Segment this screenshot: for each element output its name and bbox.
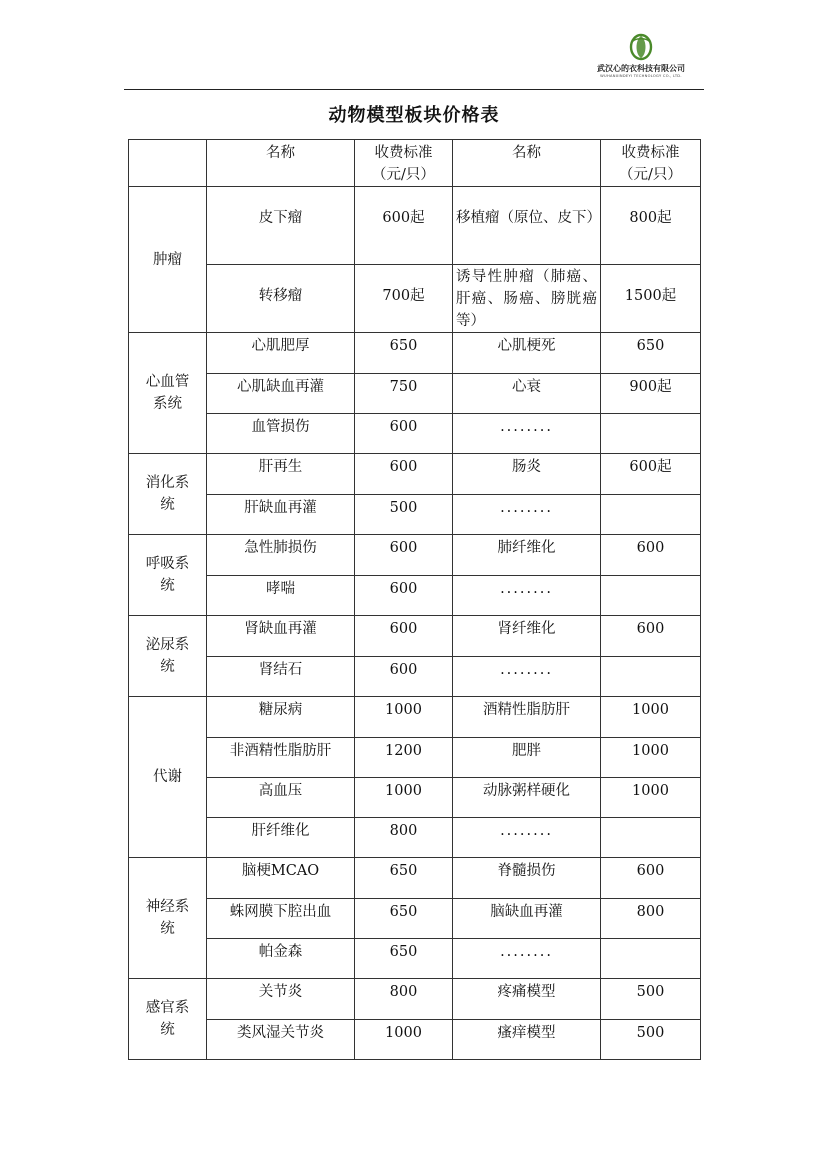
table-row bbox=[129, 979, 701, 1020]
table-row bbox=[129, 187, 701, 265]
model-name-cell: ........ bbox=[453, 939, 601, 979]
table-row bbox=[129, 899, 701, 939]
company-logo bbox=[592, 30, 690, 76]
price-cell: 600 bbox=[601, 616, 701, 657]
price-cell: 900起 bbox=[601, 374, 701, 414]
model-name-cell: 肝纤维化 bbox=[207, 818, 355, 858]
price-table bbox=[128, 139, 701, 1060]
table-row bbox=[129, 265, 701, 333]
model-name-cell: 脑缺血再灌 bbox=[453, 899, 601, 939]
price-cell: 600 bbox=[355, 616, 453, 657]
model-name-cell: 酒精性脂肪肝 bbox=[453, 697, 601, 738]
model-name-cell: 疼痛模型 bbox=[453, 979, 601, 1020]
price-cell bbox=[601, 818, 701, 858]
price-cell: 650 bbox=[355, 899, 453, 939]
table-row bbox=[129, 858, 701, 899]
table-row bbox=[129, 333, 701, 374]
price-cell: 600 bbox=[355, 535, 453, 576]
category-cell: 代谢 bbox=[129, 697, 207, 858]
table-row bbox=[129, 1020, 701, 1060]
price-cell bbox=[601, 939, 701, 979]
price-cell: 600 bbox=[601, 858, 701, 899]
price-cell: 800 bbox=[355, 979, 453, 1020]
price-cell bbox=[601, 414, 701, 454]
model-name-cell: 诱导性肿瘤（肺癌、肝癌、肠癌、膀胱癌等） bbox=[453, 265, 601, 333]
header-price-line2: （元/只） bbox=[372, 167, 435, 183]
table-row bbox=[129, 374, 701, 414]
price-cell: 600 bbox=[355, 414, 453, 454]
model-name-cell: 肝缺血再灌 bbox=[207, 495, 355, 535]
price-cell: 500 bbox=[601, 1020, 701, 1060]
price-cell: 1000 bbox=[601, 697, 701, 738]
model-name-cell: ........ bbox=[453, 495, 601, 535]
category-cell: 心血管系统 bbox=[129, 333, 207, 454]
table-row bbox=[129, 818, 701, 858]
header-price-line1: 收费标准 bbox=[374, 145, 433, 161]
model-name-cell: ........ bbox=[453, 414, 601, 454]
header-price-cell bbox=[355, 140, 453, 187]
model-name-cell: 皮下瘤 bbox=[207, 187, 355, 265]
model-name-cell: 移植瘤（原位、皮下） bbox=[453, 187, 601, 265]
price-cell: 650 bbox=[601, 333, 701, 374]
model-name-cell: 哮喘 bbox=[207, 576, 355, 616]
model-name-cell: 心衰 bbox=[453, 374, 601, 414]
header-name-cell: 名称 bbox=[207, 140, 355, 187]
model-name-cell: 脑梗MCAO bbox=[207, 858, 355, 899]
table-row bbox=[129, 576, 701, 616]
model-name-cell: 肺纤维化 bbox=[453, 535, 601, 576]
price-cell bbox=[601, 576, 701, 616]
price-cell: 650 bbox=[355, 939, 453, 979]
table-row bbox=[129, 414, 701, 454]
header-price-line2: （元/只） bbox=[619, 167, 682, 183]
model-name-cell: 心肌缺血再灌 bbox=[207, 374, 355, 414]
model-name-cell: 肠炎 bbox=[453, 454, 601, 495]
header-price-line1: 收费标准 bbox=[621, 145, 680, 161]
price-cell bbox=[601, 657, 701, 697]
model-name-cell: ........ bbox=[453, 576, 601, 616]
price-cell: 1000 bbox=[355, 1020, 453, 1060]
price-cell: 500 bbox=[355, 495, 453, 535]
model-name-cell: 血管损伤 bbox=[207, 414, 355, 454]
header-name-cell: 名称 bbox=[453, 140, 601, 187]
table-row bbox=[129, 454, 701, 495]
price-cell: 600 bbox=[601, 535, 701, 576]
model-name-cell: 高血压 bbox=[207, 778, 355, 818]
price-cell: 650 bbox=[355, 858, 453, 899]
leaf-logo-icon bbox=[626, 30, 656, 62]
table-row bbox=[129, 738, 701, 778]
category-cell: 消化系统 bbox=[129, 454, 207, 535]
model-name-cell: ........ bbox=[453, 818, 601, 858]
category-cell: 感官系统 bbox=[129, 979, 207, 1060]
price-cell: 1000 bbox=[601, 738, 701, 778]
price-cell: 500 bbox=[601, 979, 701, 1020]
model-name-cell: 心肌肥厚 bbox=[207, 333, 355, 374]
price-cell: 1500起 bbox=[601, 265, 701, 333]
model-name-cell: 肾纤维化 bbox=[453, 616, 601, 657]
model-name-cell: 非酒精性脂肪肝 bbox=[207, 738, 355, 778]
table-row bbox=[129, 657, 701, 697]
header-divider bbox=[124, 89, 704, 90]
category-cell: 泌尿系统 bbox=[129, 616, 207, 697]
model-name-cell: ........ bbox=[453, 657, 601, 697]
model-name-cell: 肾结石 bbox=[207, 657, 355, 697]
price-cell: 600 bbox=[355, 454, 453, 495]
price-cell: 600起 bbox=[355, 187, 453, 265]
price-cell: 800 bbox=[355, 818, 453, 858]
category-cell: 神经系统 bbox=[129, 858, 207, 979]
model-name-cell: 急性肺损伤 bbox=[207, 535, 355, 576]
price-cell: 700起 bbox=[355, 265, 453, 333]
model-name-cell: 蛛网膜下腔出血 bbox=[207, 899, 355, 939]
category-cell: 呼吸系统 bbox=[129, 535, 207, 616]
company-name-en: WUHANXINDEYI TECHNOLOGY CO., LTD. bbox=[600, 74, 682, 78]
price-cell: 1000 bbox=[355, 697, 453, 738]
model-name-cell: 关节炎 bbox=[207, 979, 355, 1020]
table-row bbox=[129, 495, 701, 535]
price-cell: 600 bbox=[355, 576, 453, 616]
price-cell bbox=[601, 495, 701, 535]
table-row bbox=[129, 939, 701, 979]
price-cell: 800起 bbox=[601, 187, 701, 265]
model-name-cell: 转移瘤 bbox=[207, 265, 355, 333]
category-cell: 肿瘤 bbox=[129, 187, 207, 333]
model-name-cell: 肾缺血再灌 bbox=[207, 616, 355, 657]
model-name-cell: 帕金森 bbox=[207, 939, 355, 979]
price-cell: 1000 bbox=[601, 778, 701, 818]
price-cell: 600 bbox=[355, 657, 453, 697]
model-name-cell: 动脉粥样硬化 bbox=[453, 778, 601, 818]
table-row bbox=[129, 697, 701, 738]
page-title: 动物模型板块价格表 bbox=[328, 105, 500, 126]
header-category-cell bbox=[129, 140, 207, 187]
model-name-cell: 肥胖 bbox=[453, 738, 601, 778]
model-name-cell: 肝再生 bbox=[207, 454, 355, 495]
price-cell: 650 bbox=[355, 333, 453, 374]
model-name-cell: 类风湿关节炎 bbox=[207, 1020, 355, 1060]
company-name: 武汉心的衣科技有限公司 bbox=[597, 64, 685, 73]
model-name-cell: 脊髓损伤 bbox=[453, 858, 601, 899]
table-row bbox=[129, 616, 701, 657]
price-cell: 750 bbox=[355, 374, 453, 414]
price-cell: 1200 bbox=[355, 738, 453, 778]
model-name-cell: 糖尿病 bbox=[207, 697, 355, 738]
price-cell: 1000 bbox=[355, 778, 453, 818]
table-header-row bbox=[129, 140, 701, 187]
table-row bbox=[129, 535, 701, 576]
price-cell: 800 bbox=[601, 899, 701, 939]
model-name-cell: 心肌梗死 bbox=[453, 333, 601, 374]
table-row bbox=[129, 778, 701, 818]
price-cell: 600起 bbox=[601, 454, 701, 495]
header-price-cell bbox=[601, 140, 701, 187]
model-name-cell: 瘙痒模型 bbox=[453, 1020, 601, 1060]
